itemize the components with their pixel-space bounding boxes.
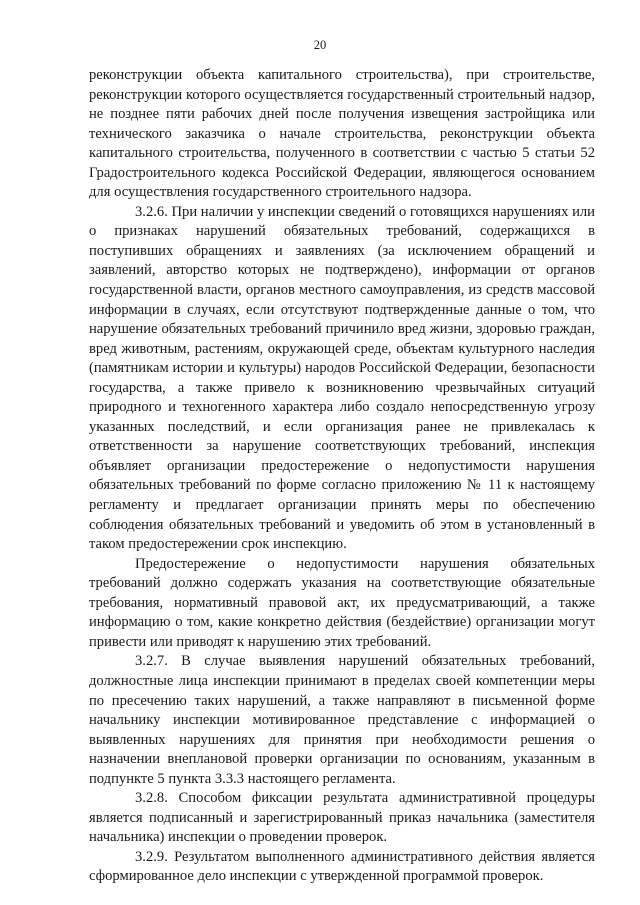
paragraph-3-2-7: 3.2.7. В случае выявления нарушений обязательных требований, должностные лица инспекции принимают в пределах своей компетенции меры по пресечению таких нарушений, а также направляют в письменной форме начальнику инспекции мотивированное представление с информацией о выявленных нарушениях для принятия при необходимости решения о назначении внеплановой проверки организации по основаниям, указанным в подпункте 5 пункта 3.3.3 настоящего регламента. [89, 653, 595, 787]
page-number: 20 [313, 38, 327, 52]
paragraph-3-2-8: 3.2.8. Способом фиксации результата административной процедуры является подписанный и зарегистрированный приказ начальника (заместителя начальника) инспекции о проведении проверок. [89, 790, 595, 846]
paragraph-warning-content: Предостережение о недопустимости нарушения обязательных требований должно содержать указания на соответствующие обязательные требования, нормативный правовой акт, их предусматривающий, а также информацию о том, какие конкретно действия (бездействие) организации могут привести или приводят к нарушению этих требований. [89, 555, 595, 650]
paragraph-3-2-6: 3.2.6. При наличии у инспекции сведений о готовящихся нарушениях или о признаках нарушений обязательных требований, содержащихся в поступивших обращениях и заявлениях (за исключением обращений и заявлений, авторство которых не подтверждено), информации от органов государственной власти, органов местного самоуправления, из средств массовой информации в случаях, если отсутствуют подтвержденные данные о том, что нарушение обязательных требований причинило вред жизни, здоровью граждан, вред животным, растениям, окружающей среде, объектам культурного наследия (памятникам истории и культуры) народов Российской Федерации, безопасности государства, а также привело к возникновению чрезвычайных ситуаций природного и техногенного характера либо создало непосредственную угрозу указанных последствий, и если организация ранее не привлекалась к ответственности за нарушение соответствующих требований, инспекция объявляет организации предостережение о недопустимости нарушения обязательных требований по форме согласно приложению № 11 к настоящему регламенту и предлагает организации принять меры по обеспечению соблюдения обязательных требований и уведомить об этом в установленный в таком предостережении срок инспекцию. [89, 203, 595, 553]
paragraph-continuation: реконструкции объекта капитального строительства), при строительстве, реконструкции которого осуществляется государственный строительный надзор, не позднее пяти рабочих дней после получения извещения застройщика или технического заказчика о начале строительства, реконструкции объекта капитального строительства, полученного в соответствии с частью 5 статьи 52 Градостроительного кодекса Российской Федерации, являющегося основанием для осуществления государственного строительного надзора. [89, 67, 595, 201]
paragraph-3-2-9: 3.2.9. Результатом выполненного административного действия является сформированное дело инспекции с утвержденной программой проверок. [89, 848, 595, 885]
document-body [89, 66, 595, 887]
